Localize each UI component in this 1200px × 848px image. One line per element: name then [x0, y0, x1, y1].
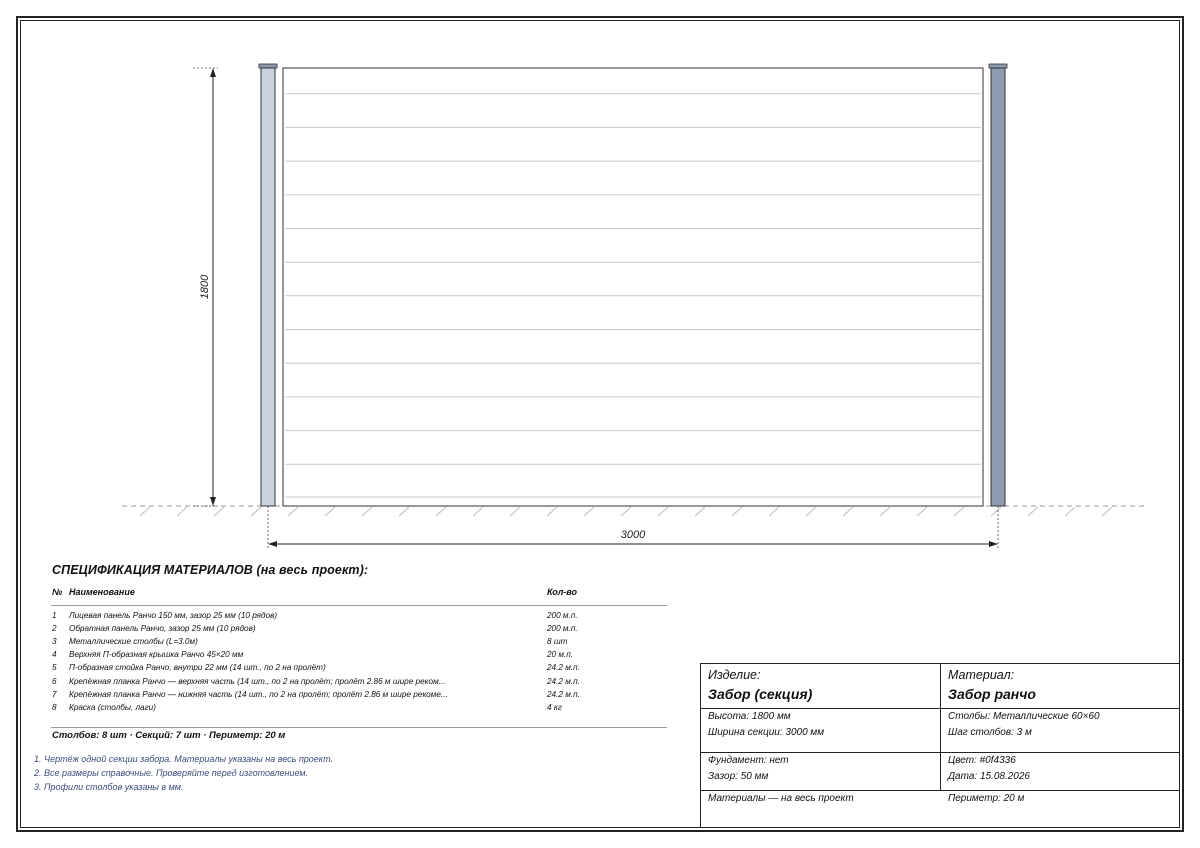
material-label: Материал:: [948, 668, 1015, 682]
spec-col-name: Наименование: [69, 587, 135, 597]
height-arrow-top: [210, 68, 216, 77]
ground-hatch-mark: [288, 507, 298, 516]
width-dim-label: 3000: [620, 529, 646, 541]
spec-row-qty: 4 кг: [547, 702, 562, 712]
spec-row-num: 4: [52, 650, 57, 660]
materials-note-field: Материалы — на весь проект: [708, 793, 854, 804]
spec-row-num: 2: [52, 624, 57, 634]
ground-hatch-mark: [695, 507, 705, 516]
ground-hatch-mark: [325, 507, 335, 516]
spec-row: [0, 650, 700, 663]
ground-hatch: [140, 507, 1112, 516]
posts-field: Столбы: Металлические 60×60: [948, 711, 1100, 722]
spec-row-qty: 24.2 м.п.: [547, 676, 580, 686]
ground-hatch-mark: [769, 507, 779, 516]
spec-row-name: Краска (столбы, лаги): [69, 702, 156, 712]
ground-hatch-mark: [954, 507, 964, 516]
perimeter-field: Периметр: 20 м: [948, 793, 1025, 804]
ground-hatch-mark: [214, 507, 224, 516]
title-block: [700, 663, 1180, 828]
ground-hatch-mark: [547, 507, 557, 516]
spec-row-qty: 24.2 м.п.: [547, 689, 580, 699]
spec-row: [0, 624, 700, 637]
spec-row-qty: 200 м.п.: [547, 611, 578, 620]
ground-hatch-mark: [473, 507, 483, 516]
spec-row-name: Крепёжная планка Ранчо — нижняя часть (14 шт., по 2 на пролёт; пролёт 2.86 м шире рекоме...: [69, 689, 448, 699]
title-block-divider: [940, 664, 941, 791]
spec-row: [0, 611, 700, 624]
ground-hatch-mark: [880, 507, 890, 516]
height-dim-label: 1800: [199, 274, 211, 300]
ground-hatch-mark: [362, 507, 372, 516]
left-post-cap: [259, 64, 277, 68]
section-width-field: Ширина секции: 3000 мм: [708, 727, 825, 738]
height-arrow-bottom: [210, 497, 216, 506]
spec-row: [0, 690, 700, 703]
ground-hatch-mark: [510, 507, 520, 516]
spec-row-num: 6: [52, 676, 57, 686]
ground-hatch-mark: [436, 507, 446, 516]
spec-col-num: №: [52, 587, 63, 597]
ground-hatch-mark: [1028, 507, 1038, 516]
spec-row-name: П-образная стойка Ранчо, внутри 22 мм (14 шт., по 2 на пролёт): [69, 663, 326, 673]
ground-hatch-mark: [177, 507, 187, 516]
spec-row: [0, 637, 700, 650]
title-block-rule: [701, 708, 1179, 709]
foundation-field: Фундамент: нет: [708, 755, 789, 766]
right-post-cap: [989, 64, 1007, 68]
ground-hatch-mark: [399, 507, 409, 516]
spec-row-name: Металлические столбы (L=3.0м): [69, 637, 198, 647]
post-step-field: Шаг столбов: 3 м: [948, 727, 1032, 738]
spec-row: [0, 663, 700, 676]
spec-row-qty: 24.2 м.п.: [547, 663, 580, 673]
spec-row: [0, 703, 700, 716]
note-item: 2. Все размеры справочные. Проверяйте перед изготовлением.: [34, 768, 309, 778]
right-post: [991, 68, 1005, 506]
ground-hatch-mark: [732, 507, 742, 516]
spec-row-num: 3: [52, 637, 57, 647]
material-value: Забор ранчо: [948, 686, 1036, 702]
spec-col-qty: Кол-во: [547, 587, 577, 597]
note-item: 1. Чертёж одной секции забора. Материалы указаны на весь проект.: [34, 754, 334, 764]
spec-header-rule: [51, 605, 667, 606]
width-arrow-right: [989, 541, 998, 547]
date-field: Дата: 15.08.2026: [948, 771, 1030, 782]
spec-row-name: Крепёжная планка Ранчо — верхняя часть (14 шт., по 2 на пролёт; пролёт 2.86 м шире реком...: [69, 676, 446, 686]
ground-hatch-mark: [843, 507, 853, 516]
note-item: 3. Профили столбов указаны в мм.: [34, 782, 184, 792]
spec-footer-rule: [51, 727, 667, 728]
left-post: [261, 68, 275, 506]
ground-hatch-mark: [621, 507, 631, 516]
ground-hatch-mark: [584, 507, 594, 516]
width-arrow-left: [268, 541, 277, 547]
product-value: Забор (секция): [708, 686, 813, 702]
spec-title: СПЕЦИФИКАЦИЯ МАТЕРИАЛОВ (на весь проект):: [52, 563, 369, 577]
ground-hatch-mark: [917, 507, 927, 516]
ground-hatch-mark: [1065, 507, 1075, 516]
spec-row-num: 1: [52, 611, 57, 620]
spec-row-num: 5: [52, 663, 57, 673]
spec-row-num: 8: [52, 702, 57, 712]
ground-hatch-mark: [1102, 507, 1112, 516]
ground-hatch-mark: [991, 507, 1001, 516]
spec-row: [0, 677, 700, 690]
ground-hatch-mark: [251, 507, 261, 516]
color-field: Цвет: #0f4336: [948, 755, 1016, 766]
ground-hatch-mark: [806, 507, 816, 516]
spec-row-name: Обратная панель Ранчо, зазор 25 мм (10 рядов): [69, 624, 256, 634]
spec-row-name: Лицевая панель Ранчо 150 мм, зазор 25 мм (10 рядов): [69, 611, 278, 620]
spec-summary: Столбов: 8 шт · Секций: 7 шт · Периметр: 20 м: [52, 730, 286, 741]
spec-row-qty: 20 м.п.: [547, 650, 574, 660]
spec-row-num: 7: [52, 689, 57, 699]
spec-row-name: Верхняя П-образная крышка Ранчо 45×20 мм: [69, 650, 244, 660]
ground-hatch-mark: [658, 507, 668, 516]
notes: [34, 754, 333, 796]
title-block-rule: [701, 790, 1179, 791]
ground-hatch-mark: [140, 507, 150, 516]
gap-field: Зазор: 50 мм: [708, 771, 769, 782]
fence-panel: [283, 68, 983, 506]
title-block-rule: [701, 752, 1179, 753]
spec-row-qty: 200 м.п.: [547, 624, 578, 634]
product-label: Изделие:: [708, 668, 761, 682]
height-field: Высота: 1800 мм: [708, 711, 791, 722]
spec-row-qty: 8 шт: [547, 637, 568, 647]
